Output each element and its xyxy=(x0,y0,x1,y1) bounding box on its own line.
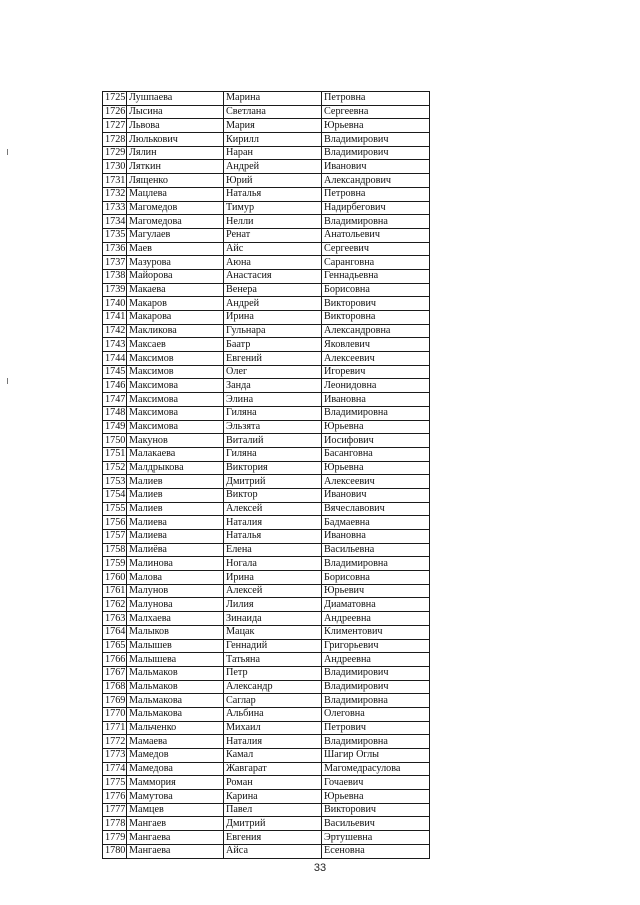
table-row xyxy=(103,694,430,708)
table-row xyxy=(103,666,430,680)
surname-cell: Малхаева xyxy=(127,612,224,626)
surname-cell: Мангаев xyxy=(127,817,224,831)
surname-cell: Малиев xyxy=(127,502,224,516)
row-number-cell: 1765 xyxy=(103,639,127,653)
patronymic-cell: Леонидовна xyxy=(322,379,430,393)
patronymic-cell: Басанговна xyxy=(322,447,430,461)
row-number-cell: 1763 xyxy=(103,612,127,626)
first-name-cell: Саглар xyxy=(224,694,322,708)
surname-cell: Мальченко xyxy=(127,721,224,735)
table-row xyxy=(103,461,430,475)
surname-cell: Малиева xyxy=(127,530,224,544)
table-row xyxy=(103,92,430,106)
first-name-cell: Мария xyxy=(224,119,322,133)
surname-cell: Люлькович xyxy=(127,133,224,147)
row-number-cell: 1753 xyxy=(103,475,127,489)
surname-cell: Мамаева xyxy=(127,735,224,749)
surname-cell: Мамутова xyxy=(127,790,224,804)
first-name-cell: Эльзята xyxy=(224,420,322,434)
surname-cell: Малинова xyxy=(127,557,224,571)
patronymic-cell: Владимировна xyxy=(322,735,430,749)
first-name-cell: Светлана xyxy=(224,105,322,119)
patronymic-cell: Борисовна xyxy=(322,283,430,297)
first-name-cell: Наран xyxy=(224,146,322,160)
patronymic-cell: Эртушевна xyxy=(322,831,430,845)
first-name-cell: Елена xyxy=(224,543,322,557)
row-number-cell: 1770 xyxy=(103,707,127,721)
row-number-cell: 1743 xyxy=(103,338,127,352)
patronymic-cell: Васильевич xyxy=(322,817,430,831)
first-name-cell: Виктория xyxy=(224,461,322,475)
first-name-cell: Ирина xyxy=(224,311,322,325)
first-name-cell: Ирина xyxy=(224,571,322,585)
row-number-cell: 1727 xyxy=(103,119,127,133)
surname-cell: Мангаева xyxy=(127,844,224,858)
table-row xyxy=(103,406,430,420)
first-name-cell: Камал xyxy=(224,749,322,763)
row-number-cell: 1776 xyxy=(103,790,127,804)
surname-cell: Лялин xyxy=(127,146,224,160)
first-name-cell: Павел xyxy=(224,803,322,817)
table-row xyxy=(103,803,430,817)
first-name-cell: Петр xyxy=(224,666,322,680)
row-number-cell: 1742 xyxy=(103,324,127,338)
patronymic-cell: Ивановна xyxy=(322,530,430,544)
table-row xyxy=(103,311,430,325)
row-number-cell: 1756 xyxy=(103,516,127,530)
row-number-cell: 1780 xyxy=(103,844,127,858)
table-row xyxy=(103,735,430,749)
table-row xyxy=(103,612,430,626)
first-name-cell: Ренат xyxy=(224,228,322,242)
surname-cell: Макаева xyxy=(127,283,224,297)
table-row xyxy=(103,283,430,297)
row-number-cell: 1741 xyxy=(103,311,127,325)
first-name-cell: Михаил xyxy=(224,721,322,735)
table-row xyxy=(103,324,430,338)
table-row xyxy=(103,625,430,639)
row-number-cell: 1740 xyxy=(103,297,127,311)
surname-cell: Малиёва xyxy=(127,543,224,557)
patronymic-cell: Владимировна xyxy=(322,694,430,708)
patronymic-cell: Андреевна xyxy=(322,612,430,626)
first-name-cell: Мацак xyxy=(224,625,322,639)
row-number-cell: 1737 xyxy=(103,256,127,270)
row-number-cell: 1726 xyxy=(103,105,127,119)
table-row xyxy=(103,776,430,790)
first-name-cell: Анастасия xyxy=(224,269,322,283)
table-row xyxy=(103,680,430,694)
row-number-cell: 1773 xyxy=(103,749,127,763)
surname-cell: Лященко xyxy=(127,174,224,188)
patronymic-cell: Юрьевна xyxy=(322,461,430,475)
surname-cell: Максимов xyxy=(127,365,224,379)
patronymic-cell: Ивановна xyxy=(322,393,430,407)
row-number-cell: 1729 xyxy=(103,146,127,160)
patronymic-cell: Геннадьевна xyxy=(322,269,430,283)
patronymic-cell: Юрьевна xyxy=(322,119,430,133)
patronymic-cell: Борисовна xyxy=(322,571,430,585)
table-row xyxy=(103,187,430,201)
surname-cell: Маев xyxy=(127,242,224,256)
first-name-cell: Гульнара xyxy=(224,324,322,338)
row-number-cell: 1774 xyxy=(103,762,127,776)
surname-cell: Мангаева xyxy=(127,831,224,845)
table-row xyxy=(103,790,430,804)
table-row xyxy=(103,639,430,653)
surname-cell: Мамедов xyxy=(127,749,224,763)
first-name-cell: Виталий xyxy=(224,434,322,448)
row-number-cell: 1767 xyxy=(103,666,127,680)
patronymic-cell: Есеновна xyxy=(322,844,430,858)
surname-cell: Максаев xyxy=(127,338,224,352)
first-name-cell: Нелли xyxy=(224,215,322,229)
surname-cell: Малова xyxy=(127,571,224,585)
patronymic-cell: Анатольевич xyxy=(322,228,430,242)
patronymic-cell: Бадмаевна xyxy=(322,516,430,530)
patronymic-cell: Магомедрасулова xyxy=(322,762,430,776)
surname-cell: Львова xyxy=(127,119,224,133)
surname-cell: Мацлева xyxy=(127,187,224,201)
first-name-cell: Алексей xyxy=(224,584,322,598)
patronymic-cell: Петрович xyxy=(322,721,430,735)
surname-cell: Макаров xyxy=(127,297,224,311)
row-number-cell: 1749 xyxy=(103,420,127,434)
patronymic-cell: Олеговна xyxy=(322,707,430,721)
surname-cell: Маммория xyxy=(127,776,224,790)
first-name-cell: Альбина xyxy=(224,707,322,721)
patronymic-cell: Юрьевна xyxy=(322,790,430,804)
row-number-cell: 1752 xyxy=(103,461,127,475)
patronymic-cell: Яковлевич xyxy=(322,338,430,352)
patronymic-cell: Владимирович xyxy=(322,680,430,694)
table-row xyxy=(103,420,430,434)
table-row xyxy=(103,338,430,352)
row-number-cell: 1736 xyxy=(103,242,127,256)
row-number-cell: 1738 xyxy=(103,269,127,283)
table-row xyxy=(103,543,430,557)
first-name-cell: Андрей xyxy=(224,160,322,174)
table-row xyxy=(103,160,430,174)
table-row xyxy=(103,393,430,407)
first-name-cell: Айс xyxy=(224,242,322,256)
table-row xyxy=(103,447,430,461)
patronymic-cell: Юрьевна xyxy=(322,420,430,434)
surname-cell: Мальмакова xyxy=(127,694,224,708)
row-number-cell: 1745 xyxy=(103,365,127,379)
first-name-cell: Юрий xyxy=(224,174,322,188)
row-number-cell: 1733 xyxy=(103,201,127,215)
first-name-cell: Зинаида xyxy=(224,612,322,626)
patronymic-cell: Петровна xyxy=(322,187,430,201)
row-number-cell: 1771 xyxy=(103,721,127,735)
table-row xyxy=(103,516,430,530)
patronymic-cell: Викторовна xyxy=(322,311,430,325)
table-row xyxy=(103,584,430,598)
table-row xyxy=(103,530,430,544)
first-name-cell: Ногала xyxy=(224,557,322,571)
row-number-cell: 1748 xyxy=(103,406,127,420)
row-number-cell: 1758 xyxy=(103,543,127,557)
row-number-cell: 1755 xyxy=(103,502,127,516)
first-name-cell: Андрей xyxy=(224,297,322,311)
patronymic-cell: Владимирович xyxy=(322,146,430,160)
table-row xyxy=(103,365,430,379)
patronymic-cell: Иванович xyxy=(322,488,430,502)
patronymic-cell: Саранговна xyxy=(322,256,430,270)
row-number-cell: 1750 xyxy=(103,434,127,448)
first-name-cell: Лилия xyxy=(224,598,322,612)
surname-cell: Мазурова xyxy=(127,256,224,270)
first-name-cell: Наталья xyxy=(224,530,322,544)
first-name-cell: Баатр xyxy=(224,338,322,352)
table-row xyxy=(103,297,430,311)
surname-cell: Максимова xyxy=(127,379,224,393)
first-name-cell: Татьяна xyxy=(224,653,322,667)
table-row xyxy=(103,598,430,612)
row-number-cell: 1761 xyxy=(103,584,127,598)
name-roster-table xyxy=(102,91,430,859)
table-row xyxy=(103,831,430,845)
surname-cell: Максимова xyxy=(127,420,224,434)
table-row xyxy=(103,434,430,448)
table-row xyxy=(103,256,430,270)
first-name-cell: Тимур xyxy=(224,201,322,215)
surname-cell: Магомедов xyxy=(127,201,224,215)
first-name-cell: Евгения xyxy=(224,831,322,845)
table-row xyxy=(103,571,430,585)
row-number-cell: 1778 xyxy=(103,817,127,831)
margin-tick-mark xyxy=(7,378,8,384)
patronymic-cell: Викторович xyxy=(322,297,430,311)
first-name-cell: Гиляна xyxy=(224,447,322,461)
row-number-cell: 1759 xyxy=(103,557,127,571)
surname-cell: Ляткин xyxy=(127,160,224,174)
first-name-cell: Карина xyxy=(224,790,322,804)
row-number-cell: 1766 xyxy=(103,653,127,667)
table-row xyxy=(103,228,430,242)
table-row xyxy=(103,653,430,667)
first-name-cell: Наталия xyxy=(224,735,322,749)
table-row xyxy=(103,707,430,721)
first-name-cell: Гиляна xyxy=(224,406,322,420)
table-row xyxy=(103,174,430,188)
first-name-cell: Занда xyxy=(224,379,322,393)
row-number-cell: 1777 xyxy=(103,803,127,817)
patronymic-cell: Климентович xyxy=(322,625,430,639)
patronymic-cell: Владимировна xyxy=(322,215,430,229)
table-row xyxy=(103,379,430,393)
surname-cell: Малакаева xyxy=(127,447,224,461)
patronymic-cell: Алексеевич xyxy=(322,352,430,366)
table-row xyxy=(103,488,430,502)
table-row xyxy=(103,133,430,147)
table-row xyxy=(103,201,430,215)
surname-cell: Мальмакова xyxy=(127,707,224,721)
first-name-cell: Марина xyxy=(224,92,322,106)
surname-cell: Малиев xyxy=(127,475,224,489)
table-row xyxy=(103,844,430,858)
surname-cell: Мальмаков xyxy=(127,680,224,694)
surname-cell: Макарова xyxy=(127,311,224,325)
table-row xyxy=(103,242,430,256)
surname-cell: Магомедова xyxy=(127,215,224,229)
row-number-cell: 1760 xyxy=(103,571,127,585)
row-number-cell: 1731 xyxy=(103,174,127,188)
row-number-cell: 1725 xyxy=(103,92,127,106)
patronymic-cell: Сергеевна xyxy=(322,105,430,119)
patronymic-cell: Владимирович xyxy=(322,133,430,147)
surname-cell: Лушпаева xyxy=(127,92,224,106)
table-row xyxy=(103,721,430,735)
surname-cell: Малышев xyxy=(127,639,224,653)
row-number-cell: 1757 xyxy=(103,530,127,544)
surname-cell: Малдрыкова xyxy=(127,461,224,475)
surname-cell: Макунов xyxy=(127,434,224,448)
surname-cell: Малыков xyxy=(127,625,224,639)
surname-cell: Макликова xyxy=(127,324,224,338)
first-name-cell: Дмитрий xyxy=(224,817,322,831)
row-number-cell: 1779 xyxy=(103,831,127,845)
patronymic-cell: Шагир Оглы xyxy=(322,749,430,763)
patronymic-cell: Васильевна xyxy=(322,543,430,557)
first-name-cell: Роман xyxy=(224,776,322,790)
row-number-cell: 1754 xyxy=(103,488,127,502)
first-name-cell: Венера xyxy=(224,283,322,297)
patronymic-cell: Владимировна xyxy=(322,406,430,420)
patronymic-cell: Игоревич xyxy=(322,365,430,379)
table-row xyxy=(103,352,430,366)
first-name-cell: Геннадий xyxy=(224,639,322,653)
patronymic-cell: Александровна xyxy=(322,324,430,338)
first-name-cell: Виктор xyxy=(224,488,322,502)
table-row xyxy=(103,105,430,119)
row-number-cell: 1772 xyxy=(103,735,127,749)
first-name-cell: Айса xyxy=(224,844,322,858)
row-number-cell: 1751 xyxy=(103,447,127,461)
surname-cell: Майорова xyxy=(127,269,224,283)
first-name-cell: Элина xyxy=(224,393,322,407)
first-name-cell: Дмитрий xyxy=(224,475,322,489)
table-row xyxy=(103,762,430,776)
surname-cell: Малиева xyxy=(127,516,224,530)
patronymic-cell: Иосифович xyxy=(322,434,430,448)
roster-body xyxy=(103,92,430,859)
margin-tick-mark xyxy=(7,149,8,155)
row-number-cell: 1732 xyxy=(103,187,127,201)
surname-cell: Малунова xyxy=(127,598,224,612)
first-name-cell: Александр xyxy=(224,680,322,694)
patronymic-cell: Викторович xyxy=(322,803,430,817)
patronymic-cell: Андреевна xyxy=(322,653,430,667)
row-number-cell: 1768 xyxy=(103,680,127,694)
row-number-cell: 1746 xyxy=(103,379,127,393)
patronymic-cell: Вячеславович xyxy=(322,502,430,516)
patronymic-cell: Диаматовна xyxy=(322,598,430,612)
table-row xyxy=(103,269,430,283)
table-row xyxy=(103,146,430,160)
surname-cell: Максимова xyxy=(127,406,224,420)
table-row xyxy=(103,502,430,516)
row-number-cell: 1739 xyxy=(103,283,127,297)
patronymic-cell: Гочаевич xyxy=(322,776,430,790)
table-row xyxy=(103,475,430,489)
first-name-cell: Евгений xyxy=(224,352,322,366)
surname-cell: Мамедова xyxy=(127,762,224,776)
row-number-cell: 1744 xyxy=(103,352,127,366)
patronymic-cell: Владимировна xyxy=(322,557,430,571)
row-number-cell: 1734 xyxy=(103,215,127,229)
surname-cell: Лысина xyxy=(127,105,224,119)
patronymic-cell: Юрьевич xyxy=(322,584,430,598)
table-row xyxy=(103,749,430,763)
row-number-cell: 1728 xyxy=(103,133,127,147)
row-number-cell: 1747 xyxy=(103,393,127,407)
surname-cell: Магулаев xyxy=(127,228,224,242)
row-number-cell: 1769 xyxy=(103,694,127,708)
surname-cell: Максимов xyxy=(127,352,224,366)
patronymic-cell: Григорьевич xyxy=(322,639,430,653)
patronymic-cell: Петровна xyxy=(322,92,430,106)
surname-cell: Малышева xyxy=(127,653,224,667)
patronymic-cell: Александрович xyxy=(322,174,430,188)
page-number: 33 xyxy=(313,862,327,874)
surname-cell: Малиев xyxy=(127,488,224,502)
patronymic-cell: Алексеевич xyxy=(322,475,430,489)
surname-cell: Мамцев xyxy=(127,803,224,817)
surname-cell: Малунов xyxy=(127,584,224,598)
table-row xyxy=(103,557,430,571)
patronymic-cell: Иванович xyxy=(322,160,430,174)
first-name-cell: Аюна xyxy=(224,256,322,270)
surname-cell: Максимова xyxy=(127,393,224,407)
row-number-cell: 1735 xyxy=(103,228,127,242)
first-name-cell: Олег xyxy=(224,365,322,379)
row-number-cell: 1764 xyxy=(103,625,127,639)
first-name-cell: Кирилл xyxy=(224,133,322,147)
first-name-cell: Алексей xyxy=(224,502,322,516)
table-row xyxy=(103,215,430,229)
table-row xyxy=(103,817,430,831)
surname-cell: Мальмаков xyxy=(127,666,224,680)
first-name-cell: Наталья xyxy=(224,187,322,201)
row-number-cell: 1762 xyxy=(103,598,127,612)
first-name-cell: Жавгарат xyxy=(224,762,322,776)
patronymic-cell: Сергеевич xyxy=(322,242,430,256)
table-row xyxy=(103,119,430,133)
row-number-cell: 1775 xyxy=(103,776,127,790)
patronymic-cell: Надирбегович xyxy=(322,201,430,215)
row-number-cell: 1730 xyxy=(103,160,127,174)
first-name-cell: Наталия xyxy=(224,516,322,530)
patronymic-cell: Владимирович xyxy=(322,666,430,680)
